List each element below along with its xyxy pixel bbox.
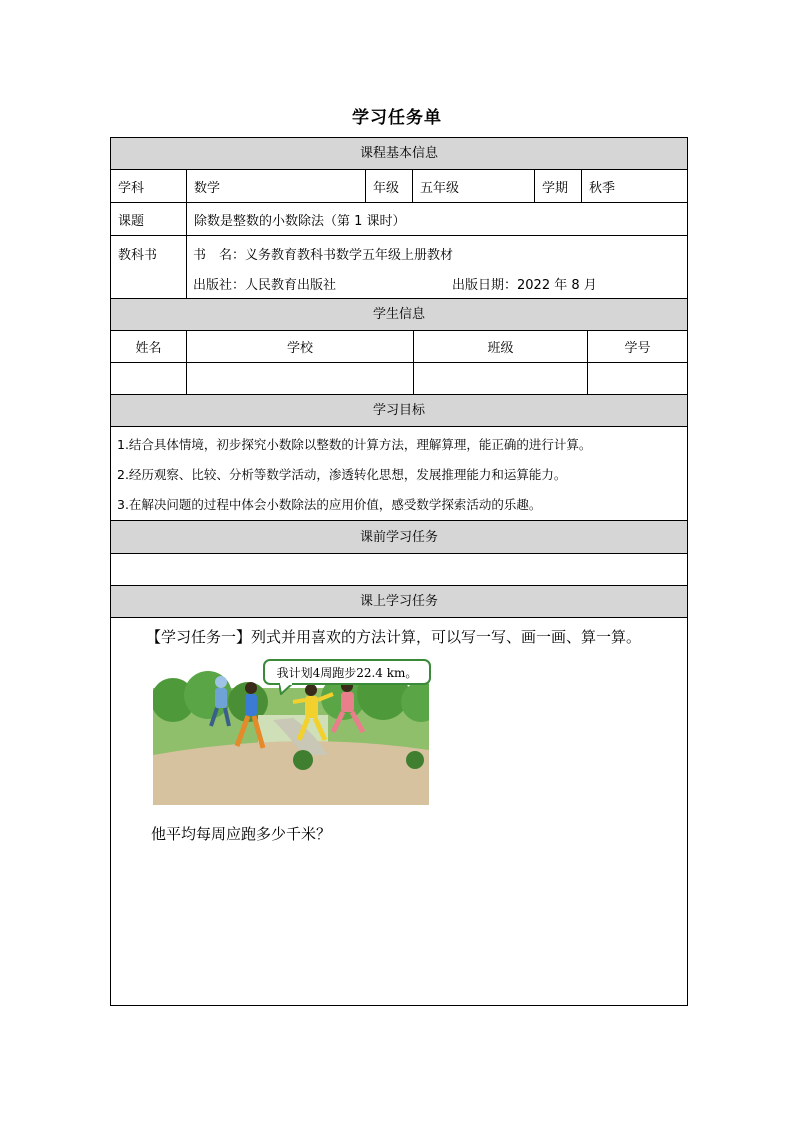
student-id-input-cell[interactable] <box>588 363 687 394</box>
column-name: 姓名 <box>111 331 187 362</box>
subject-value: 数学 <box>187 170 366 202</box>
name-input-cell[interactable] <box>111 363 187 394</box>
school-input-cell[interactable] <box>187 363 414 394</box>
student-info-header: 学生信息 <box>111 299 687 331</box>
pre-class-content[interactable] <box>111 554 687 586</box>
pre-class-header: 课前学习任务 <box>111 521 687 554</box>
goal-item-1: 1.结合具体情境，初步探究小数除以整数的计算方法，理解算理，能正确的进行计算。 <box>117 437 592 452</box>
publisher: 出版社：人民教育出版社 <box>193 278 337 293</box>
speech-bubble-tail <box>279 683 295 695</box>
subject-label: 学科 <box>111 170 187 202</box>
grade-label: 年级 <box>366 170 413 202</box>
column-class: 班级 <box>414 331 588 362</box>
topic-row <box>111 203 687 236</box>
course-info-header: 课程基本信息 <box>111 138 687 170</box>
topic-label: 课题 <box>111 203 187 235</box>
goals-section <box>111 427 687 521</box>
class-input-cell[interactable] <box>414 363 588 394</box>
textbook-label: 教科书 <box>111 236 187 298</box>
publish-date: 出版日期：2022 年 8 月 <box>452 278 597 293</box>
task-one-instruction: 【学习任务一】列式并用喜欢的方法计算，可以写一写、画一画、算一算。 <box>146 628 642 646</box>
task-question: 他平均每周应跑多少千米？ <box>151 825 332 843</box>
speech-bubble: 我计划4周跑步22.4 km。 <box>263 659 431 685</box>
student-info-blank-row <box>111 363 687 395</box>
term-value: 秋季 <box>589 180 616 196</box>
goal-item-2: 2.经历观察、比较、分析等数学活动，渗透转化思想，发展推理能力和运算能力。 <box>117 467 567 482</box>
textbook-row <box>111 236 687 299</box>
page-title: 学习任务单 <box>352 108 442 128</box>
goal-item-3: 3.在解决问题的过程中体会小数除法的应用价值，感受数学探索活动的乐趣。 <box>117 497 542 512</box>
student-info-columns <box>111 331 687 363</box>
goals-header: 学习目标 <box>111 395 687 427</box>
subject-row <box>111 170 687 203</box>
task-sheet-table <box>110 137 688 1006</box>
grade-value: 五年级 <box>413 170 535 202</box>
book-name: 书 名：义务教育教科书数学五年级上册教材 <box>193 248 454 263</box>
column-student-id: 学号 <box>624 341 651 356</box>
in-class-header: 课上学习任务 <box>111 586 687 618</box>
column-school: 学校 <box>187 331 414 362</box>
topic-value: 除数是整数的小数除法（第 1 课时） <box>194 213 406 229</box>
term-label: 学期 <box>535 170 582 202</box>
